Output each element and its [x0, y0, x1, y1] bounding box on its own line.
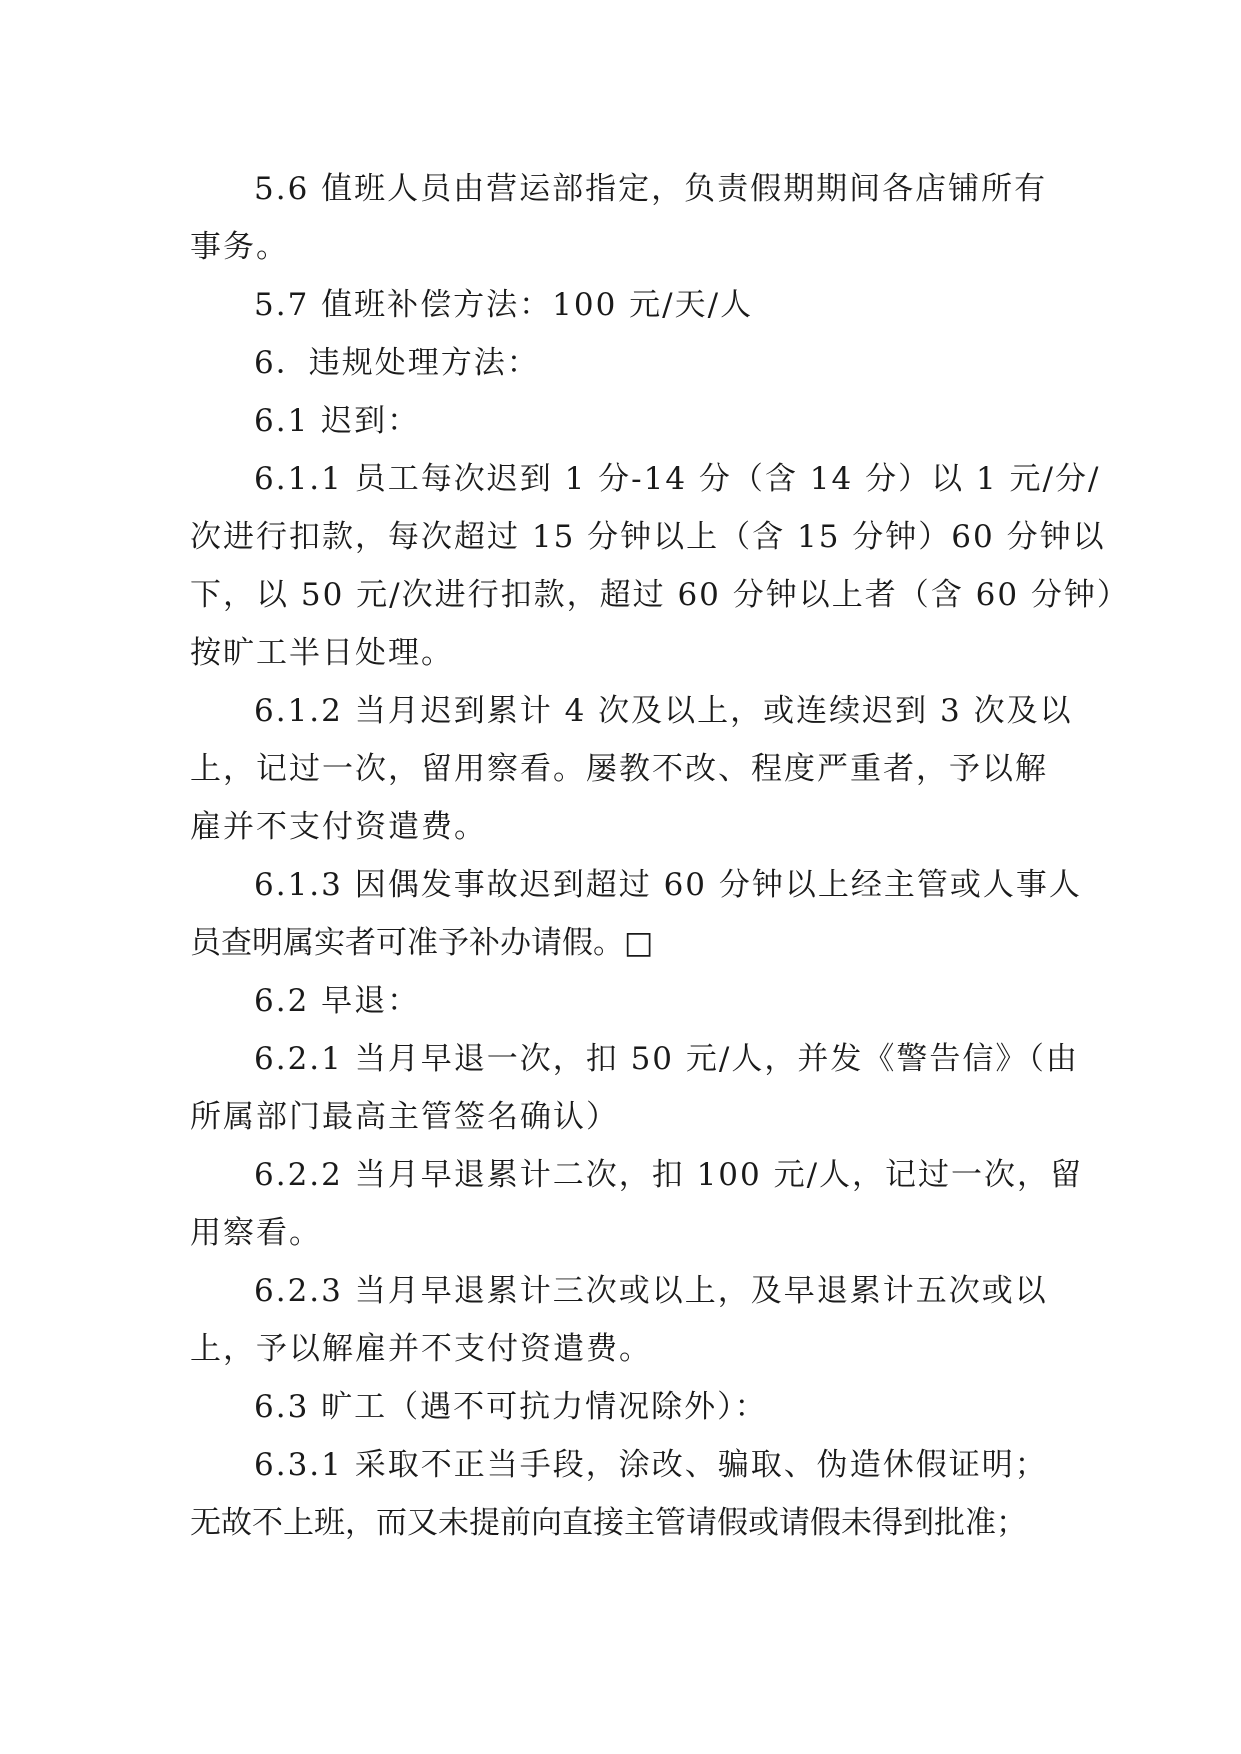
paragraph-6-1-2: [190, 682, 1073, 856]
text-line: 用察看。: [190, 1215, 322, 1251]
text-line: 6.1.3 因偶发事故迟到超过 60 分钟以上经主管或人事人: [254, 867, 1082, 903]
text-line: 所属部门最高主管签名确认）: [190, 1099, 619, 1135]
text-line: 6．违规处理方法：: [254, 345, 540, 381]
text-line: 6.1.2 当月迟到累计 4 次及以上，或连续迟到 3 次及以: [254, 693, 1073, 729]
text-line: 6.2.3 当月早退累计三次或以上，及早退累计五次或以: [254, 1273, 1048, 1309]
text-line: 5.6 值班人员由营运部指定，负责假期期间各店铺所有: [254, 171, 1048, 207]
text-line: 无故不上班，而又未提前向直接主管请假或请假未得到批准；: [190, 1505, 1027, 1541]
paragraph-6-1-3: [190, 856, 1082, 972]
text-line: 6.2.1 当月早退一次，扣 50 元/人，并发《警告信》（由: [254, 1041, 1079, 1077]
paragraph-5-7: [190, 276, 1060, 334]
text-line: 事务。: [190, 229, 289, 265]
subheading-6-3: [190, 1378, 1060, 1436]
text-line: 下，以 50 元/次进行扣款，超过 60 分钟以上者（含 60 分钟）: [190, 577, 1130, 613]
subheading-6-2: [190, 972, 1060, 1030]
text-line: 按旷工半日处理。: [190, 635, 454, 671]
document-body: [190, 160, 1130, 1552]
text-line: 上，记过一次，留用察看。屡教不改、程度严重者，予以解: [190, 751, 1048, 787]
text-line: 6.3 旷工（遇不可抗力情况除外）：: [254, 1389, 768, 1425]
paragraph-6-1-1: [190, 450, 1130, 682]
text-line: 6.1.1 员工每次迟到 1 分-14 分（含 14 分）以 1 元/分/: [254, 461, 1101, 497]
text-line: 6.2.2 当月早退累计二次，扣 100 元/人，记过一次，留: [254, 1157, 1084, 1193]
paragraph-5-6: [190, 160, 1060, 276]
text-line: 6.1 迟到：: [254, 403, 421, 439]
subheading-6-1: [190, 392, 1060, 450]
paragraph-6-3-1: [190, 1436, 1060, 1552]
text-line: 5.7 值班补偿方法：100 元/天/人: [254, 287, 754, 323]
paragraph-6-2-1: [190, 1030, 1079, 1146]
paragraph-6-2-2: [190, 1146, 1084, 1262]
section-heading-6: [190, 334, 1060, 392]
text-line: 次进行扣款，每次超过 15 分钟以上（含 15 分钟）60 分钟以: [190, 519, 1106, 555]
text-line: 6.3.1 采取不正当手段，涂改、骗取、伪造休假证明；: [254, 1447, 1048, 1483]
text-line: 员查明属实者可准予补办请假。□: [190, 925, 654, 961]
paragraph-6-2-3: [190, 1262, 1060, 1378]
text-line: 雇并不支付资遣费。: [190, 809, 487, 845]
text-line: 6.2 早退：: [254, 983, 421, 1019]
text-line: 上，予以解雇并不支付资遣费。: [190, 1331, 652, 1367]
